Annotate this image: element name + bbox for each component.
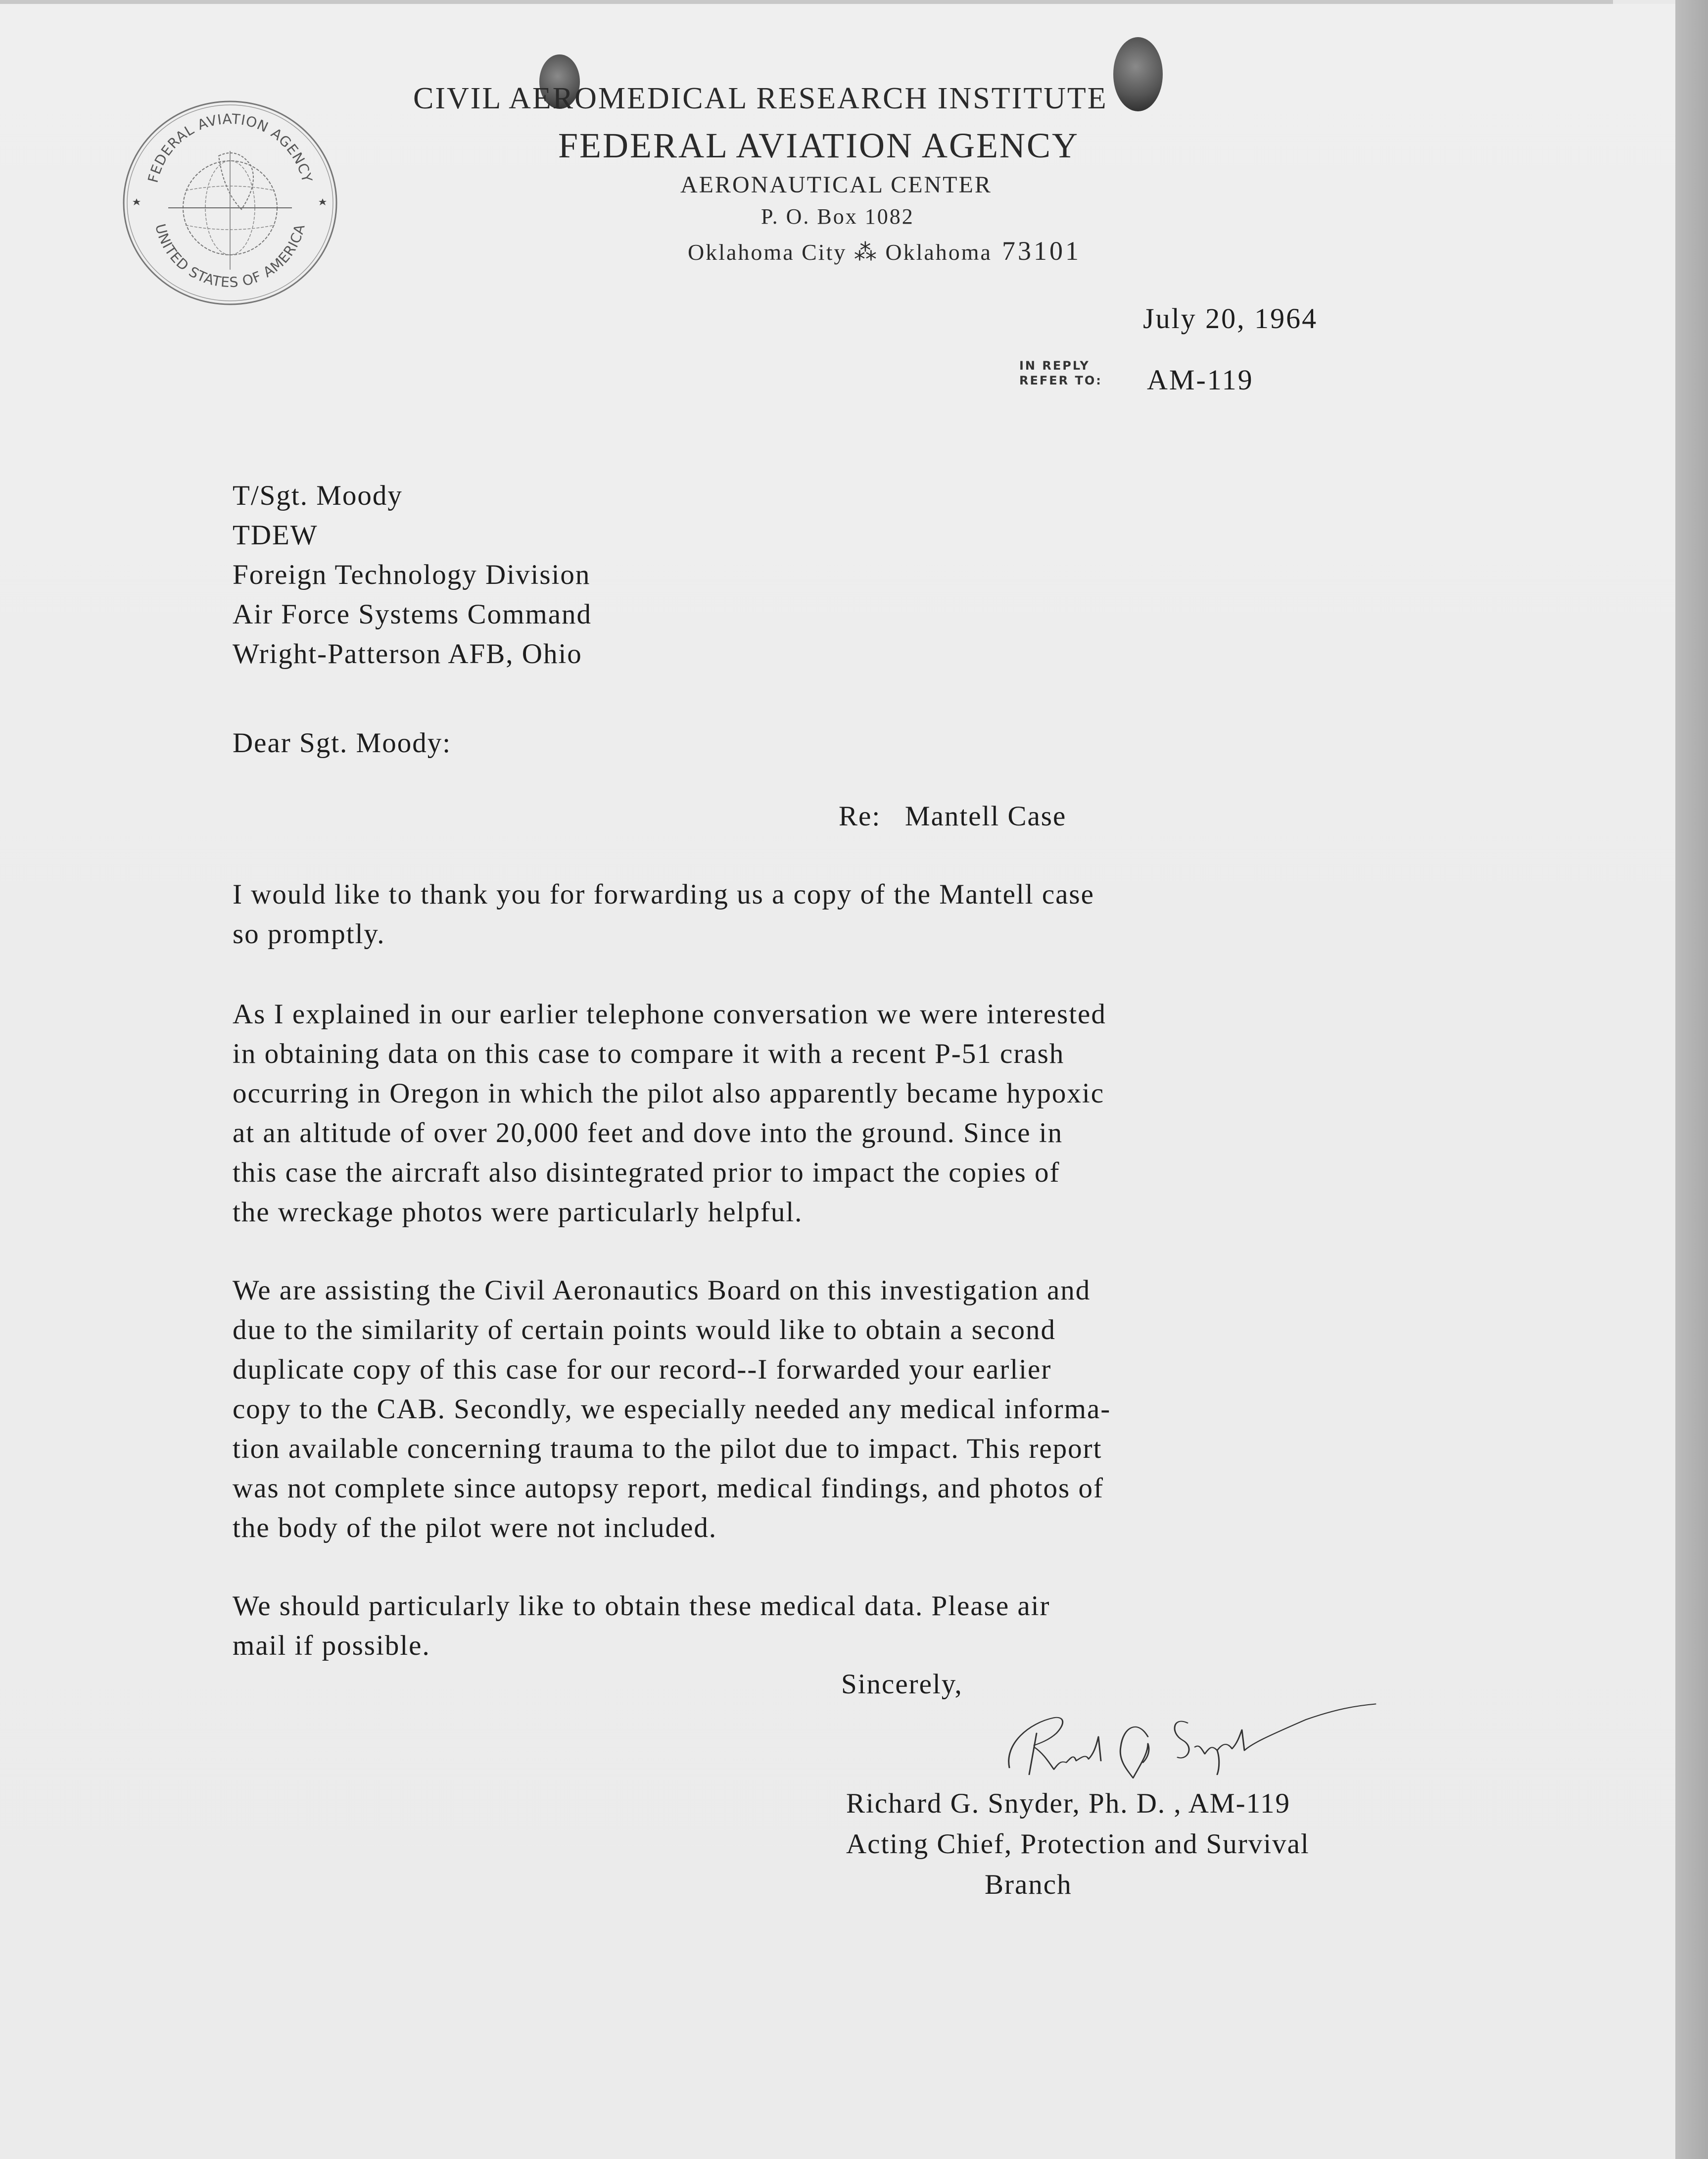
paragraph-line: this case the aircraft also disintegrated prior to impact the copies of bbox=[233, 1157, 1060, 1188]
reply-ref-label: IN REPLY REFER TO: bbox=[1019, 359, 1102, 387]
recipient-line: Wright-Patterson AFB, Ohio bbox=[233, 638, 582, 670]
paragraph-line: duplicate copy of this case for our record--I forwarded your earlier bbox=[233, 1354, 1052, 1385]
paragraph-2 bbox=[233, 995, 1648, 1232]
svg-text:UNITED STATES OF AMERICA: UNITED STATES OF AMERICA bbox=[152, 222, 308, 291]
paragraph-line: so promptly. bbox=[233, 918, 385, 950]
recipient-line: Air Force Systems Command bbox=[233, 599, 592, 630]
recipient-line: TDEW bbox=[233, 520, 318, 551]
letterhead-address bbox=[688, 237, 1081, 266]
paragraph-line: the body of the pilot were not included. bbox=[233, 1512, 717, 1543]
closing: Sincerely, bbox=[841, 1669, 963, 1700]
paragraph-line: in obtaining data on this case to compare it with a recent P-51 crash bbox=[233, 1038, 1065, 1069]
paragraph-4 bbox=[233, 1586, 1648, 1666]
recipient-line: Foreign Technology Division bbox=[233, 559, 591, 590]
letterhead-zip: 73101 bbox=[1001, 236, 1081, 266]
letterhead-institute: CIVIL AEROMEDICAL RESEARCH INSTITUTE bbox=[413, 82, 1108, 115]
svg-text:FEDERAL AVIATION AGENCY: FEDERAL AVIATION AGENCY bbox=[144, 110, 316, 185]
paragraph-line: I would like to thank you for forwarding us a copy of the Mantell case bbox=[233, 879, 1094, 910]
signature-block bbox=[846, 1784, 1310, 1906]
paragraph-line: occurring in Oregon in which the pilot also apparently became hypoxic bbox=[233, 1078, 1104, 1109]
letterhead-agency: FEDERAL AVIATION AGENCY bbox=[558, 126, 1080, 165]
paragraph-line: mail if possible. bbox=[233, 1630, 430, 1661]
paragraph-line: copy to the CAB. Secondly, we especially needed any medical informa- bbox=[233, 1393, 1111, 1425]
letterhead-center: AERONAUTICAL CENTER bbox=[680, 172, 992, 198]
paragraph-line: We should particularly like to obtain these medical data. Please air bbox=[233, 1590, 1050, 1622]
paragraph-line: was not complete since autopsy report, medical findings, and photos of bbox=[233, 1473, 1104, 1504]
paragraph-line: We are assisting the Civil Aeronautics Board on this investigation and bbox=[233, 1275, 1091, 1306]
salutation: Dear Sgt. Moody: bbox=[233, 727, 452, 759]
subject-line: Re: Mantell Case bbox=[839, 801, 1067, 832]
paragraph-3 bbox=[233, 1271, 1648, 1548]
letter-date: July 20, 1964 bbox=[1143, 302, 1318, 335]
scan-right-edge bbox=[1675, 0, 1708, 2159]
reply-ref-value: AM-119 bbox=[1147, 364, 1254, 396]
handwritten-signature bbox=[999, 1702, 1524, 1781]
paragraph-1 bbox=[233, 875, 1648, 954]
signer-title: Acting Chief, Protection and Survival bbox=[846, 1828, 1310, 1860]
punch-hole-right bbox=[1113, 37, 1163, 111]
signer-name: Richard G. Snyder, Ph. D. , AM-119 bbox=[846, 1788, 1290, 1819]
recipient-line: T/Sgt. Moody bbox=[233, 480, 403, 511]
letterhead-po-box: P. O. Box 1082 bbox=[761, 204, 914, 229]
recipient-address bbox=[233, 476, 592, 674]
paragraph-line: the wreckage photos were particularly helpful. bbox=[233, 1197, 803, 1228]
letterhead-city-state: Oklahoma City ⁂ Oklahoma bbox=[688, 240, 992, 265]
paragraph-line: due to the similarity of certain points would like to obtain a second bbox=[233, 1314, 1056, 1345]
paragraph-line: at an altitude of over 20,000 feet and dove into the ground. Since in bbox=[233, 1117, 1063, 1149]
faa-seal-logo bbox=[109, 87, 351, 314]
paragraph-line: As I explained in our earlier telephone conversation we were interested bbox=[233, 999, 1106, 1030]
signer-title-cont: Branch bbox=[985, 1869, 1072, 1900]
paragraph-line: tion available concerning trauma to the pilot due to impact. This report bbox=[233, 1433, 1102, 1464]
